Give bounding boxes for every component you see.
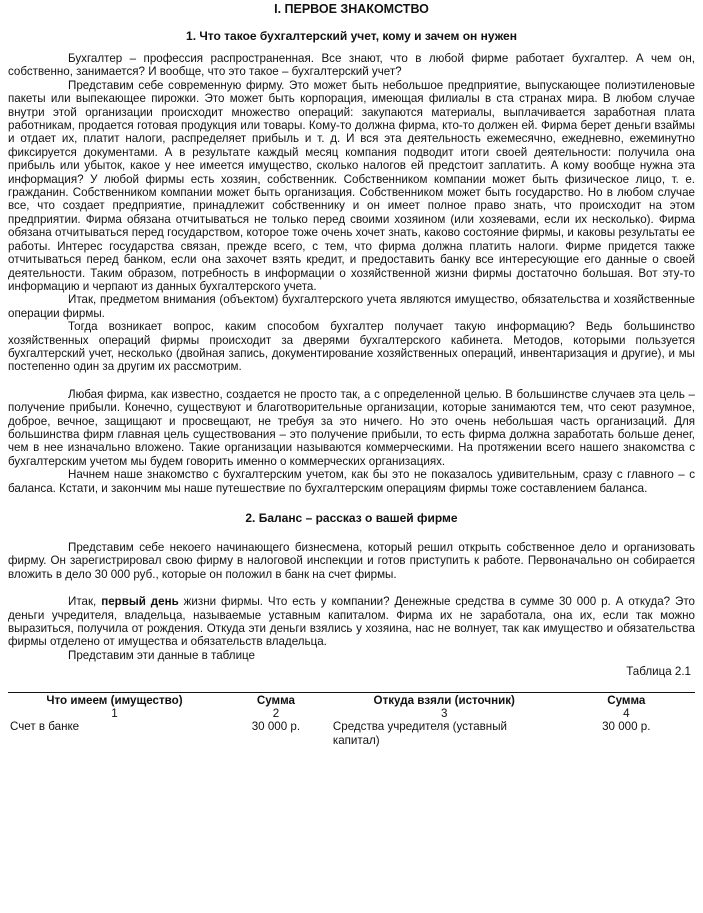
section-1-title: 1. Что такое бухгалтерский учет, кому и зачем он нужен bbox=[186, 29, 517, 43]
chapter-title: I. ПЕРВОЕ ЗНАКОМСТВО bbox=[274, 2, 429, 16]
column-number: 1 bbox=[111, 707, 118, 721]
paragraph: Представим себе некоего начинающего бизнесмена, который решил открыть собственное дело и организовать фирму. Он зарегистрировал свою фирму в налоговой инспекции и готов приступить к работе. Первоначально он собирается вложить в дело 30 000 руб., которые он положил в банк на счет фирмы. bbox=[8, 541, 695, 581]
column-header: Сумма bbox=[558, 692, 695, 707]
table-cell: Средства учредителя (уставный капитал) bbox=[332, 720, 508, 747]
table-cell: 30 000 р. bbox=[602, 720, 651, 734]
column-number-row bbox=[8, 707, 695, 720]
paragraph: Представим эти данные в таблице bbox=[68, 648, 256, 662]
table-cell: 30 000 р. bbox=[251, 720, 301, 734]
balance-table bbox=[8, 692, 695, 748]
column-number: 3 bbox=[441, 707, 448, 721]
emphasis-text: первый день bbox=[101, 595, 179, 609]
paragraph: Начнем наше знакомство с бухгалтерским учетом, как бы это не показалось удивительным, сразу с главного – с баланса. Кстати, и закончим мы наше путешествие по бухгалтерским операциям фирмы тоже составлением баланса. bbox=[8, 468, 695, 495]
table-row bbox=[8, 720, 695, 747]
table-cell: Счет в банке bbox=[10, 720, 80, 734]
paragraph: Любая фирма, как известно, создается не просто так, а с определенной целью. В большинстве случаев эта цель – получение прибыли. Конечно, существуют и благотворительные организации, которые занимаются тем, что сеют разумное, доброе, вечное, защищают и просвещают, не требуя за это ничего. Но это очень небольшая часть организаций. Для большинства фирм главная цель существования – это получение прибыли, то есть фирма должна заработать больше денег, чем в нее изначально вложено. Такие организации называются коммерческими. На протяжении всего нашего знакомства с бухгалтерским учетом мы будем говорить именно о коммерческих организациях. bbox=[8, 387, 695, 468]
paragraph: Итак, предметом внимания (объектом) бухгалтерского учета являются имущество, обязательства и хозяйственные операции фирмы. bbox=[8, 293, 695, 320]
paragraph: Представим себе современную фирму. Это может быть небольшое предприятие, выпускающее полиэтиленовые пакеты или выпекающее пирожки. Это может быть корпорация, имеющая филиалы в ста странах мира. В любом случае внутри этой организации происходит множество операций: закупаются материалы, выплачивается заработная плата работникам, продается готовая продукция или товары. Кому-то должна фирма, кто-то должен ей. Фирма берет деньги взаймы и отдает их, платит налоги, распределяет прибыль и т. д. И вся эта деятельность ежемесячно, ежедневно, ежеминутно фиксируется документами. А в результате каждый месяц компания подводит итоги своей деятельности: получила она прибыль или убыток, какое у нее имеется имущество, сколько налогов ей предстоит заплатить. А кому вообще нужна эта информация? У любой фирмы есть хозяин, собственник. Собственником компании может быть физическое лицо, т. е. гражданин. Собственником компании может быть организация. Собственником может быть государство. Но в любом случае все, что создает предприятие, принадлежит собственнику и он имеет полное право знать, что происходит на этом предприятии. Фирма обязана отчитываться не только перед своими хозяином (или хозяевами, если их несколько). Фирма обязана отчитываться перед государством, которое тоже очень хочет знать, каково состояние фирмы, и каковы результаты ее работы. Интерес государства связан, прежде всего, с тем, что фирма должна платить налоги. Фирме придется также отчитываться перед банком, если она захочет взять кредит, и предоставить банку все интересующие его данные о своей деятельности. Таким образом, потребность в информации о хозяйственной жизни фирмы достаточно большая. Вот эту-то информацию и черпают из данных бухгалтерского учета. bbox=[8, 78, 695, 293]
paragraph: Итак, первый день жизни фирмы. Что есть у компании? Денежные средства в сумме 30 000 р. А откуда? Это деньги учредителя, владельца, называемые уставным капиталом. Фирма их не заработала, она их, если так можно выразиться, получила от рождения. Откуда эти деньги взялись у хозяина, нас не волнует, так как имущество и обязательства фирмы отделено от имущества и обязательств владельца. bbox=[8, 595, 695, 649]
column-header: Откуда взяли (источник) bbox=[331, 692, 558, 707]
column-number: 4 bbox=[623, 707, 630, 721]
paragraph: Тогда возникает вопрос, каким способом бухгалтер получает такую информацию? Ведь большинство хозяйственных операций фирмы происходит за дверями бухгалтерского кабинета. Методов, которыми пользуется бухгалтерский учет, несколько (двойная запись, документирование хозяйственных операций, инвентаризация и другие), и мы постепенно один за другим их рассмотрим. bbox=[8, 320, 695, 374]
document-page bbox=[0, 2, 703, 913]
column-number: 2 bbox=[272, 707, 280, 721]
section-2-title: 2. Баланс – рассказ о вашей фирме bbox=[245, 511, 458, 525]
column-header: Сумма bbox=[221, 692, 331, 707]
table-caption: Таблица 2.1 bbox=[626, 665, 691, 679]
paragraph: Бухгалтер – профессия распространенная. Все знают, что в любой фирме работает бухгалтер. А чем он, собственно, занимается? И вообще, что это такое – бухгалтерский учет? bbox=[8, 52, 695, 79]
column-header: Что имеем (имущество) bbox=[8, 692, 221, 707]
